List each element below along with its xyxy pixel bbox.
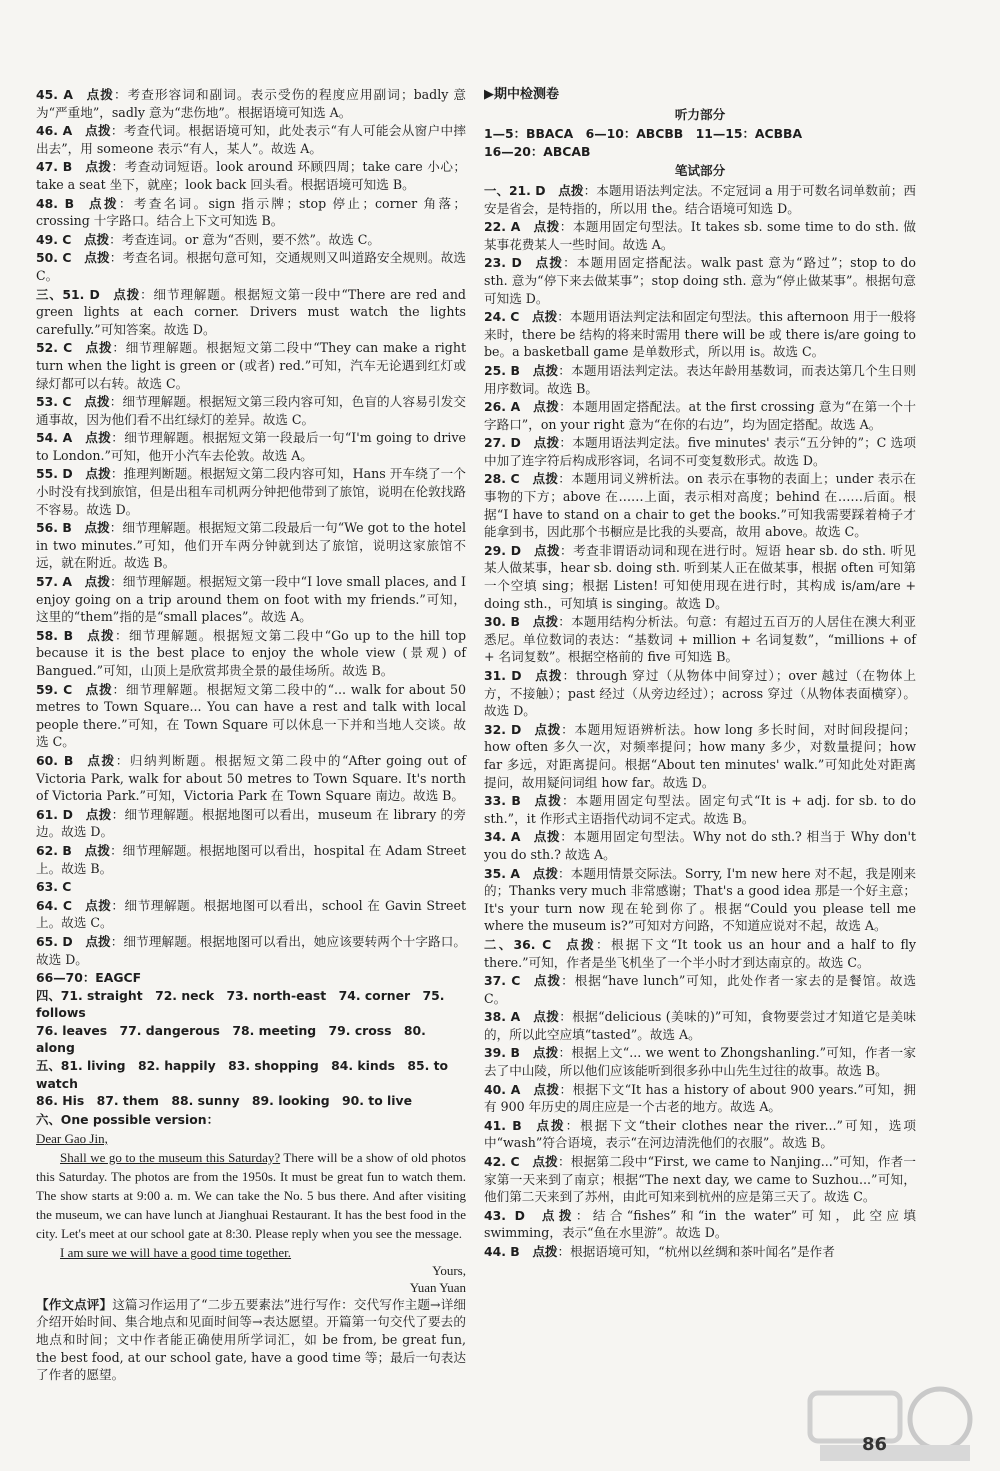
answer-entry: 35. A 点拨：本题用情景交际法。Sorry, I'm new here 对不起，我是刚来的；Thanks very much 非常感谢；That's a good idea 那是一个好主意；It's your turn now 现在轮到你了。根据“Could you please tell me where the museum is?”可知对方问路，不知道应说对不起，故选 A。 [484,865,917,934]
comment-text: 这篇习作运用了“二步五要素法”进行写作：交代写作主题→详细介绍开始时间、集合地点和见面时间等→表达愿望。开篇第一句交代了要去的地点和时间；文中作者能正确使用所学词汇，如 be from, be great fun, the best food, at our school gate, have a good time 等；最后一句表达了作者的愿望。 [36,1296,467,1383]
answer-entry: 26. A 点拨：本题用固定搭配法。at the first crossing 意为“在第一个十字路口”，on your right 意为“在你的右边”，均为固定搭配。故选 A。 [484,399,917,432]
essay-comment [36,1296,466,1384]
answer-number: 22. A [484,219,521,235]
answer-number: 47. B [36,159,73,175]
answer-explanation: 考查形容词和副词。表示受伤的程度应用副词；badly 意为“严重地”，sadly 意为“悲伤地”。根据语境可知选 A。 [36,87,467,120]
answer-explanation: 根据下文“their clothes near the river...”可知，选项中“wash”符合语境，表示“在河边清洗他们的衣服”。故选 B。 [484,1117,916,1151]
answer-number: 23. D [484,255,522,271]
answer-explanation: 细节理解题。根据地图可以看出，museum 在 library 的旁边。故选 D。 [36,806,467,840]
hint-label: 点拨 [532,362,559,378]
answer-explanation: 推理判断题。根据短文第二段内容可知，Hans 开车绕了一个小时没有找到旅馆，但是出租车司机两分钟把他带到了旅馆，说明在伦敦找路不容易。故选 D。 [36,466,467,517]
answer-explanation: 根据第二段中“First, we came to Nanjing...”可知，作者一家第一天来到了南京；根据“The next day, we came to Suzhou...”可知，他们第二天来到了苏州，由此可知来到杭州的应是第三天了。故选 C。 [484,1154,917,1205]
answer-entry: 38. A 点拨：根据“delicious (美味的)”可知，食物要尝过才知道它是美味的，所以此空应填“tasted”。故选 A。 [484,1009,917,1042]
hint-label: 点拨 [86,195,119,211]
answer-entry: 一、21. D 点拨：本题用语法判定法。不定冠词 a 用于可数名词单数前；西安是省会，是特指的，所以用 the。结合语境可知选 D。 [484,182,917,216]
triangle-icon: ▶ [484,87,494,102]
hint-label: 点拨 [85,752,116,768]
answer-entry: 28. C 点拨：本题用词义辨析法。on 表示在事物的表面上；under 表示在事物的下方；above 在……上面，表示相对高度；behind 在……后面。根据“I have to stand on a chair to get the books.”可知我需要踩着椅子才能拿到书，因此那个书橱应是比我的头要高，故用 above。故选 C。 [484,471,917,540]
answer-explanation: 考查动词短语。look around 环顾四周；take care 小心；take a seat 坐下，就座；look back 回头看。根据语境可知选 B。 [36,159,467,192]
answer-entry: 27. D 点拨：本题用语法判定法。five minutes' 表示“五分钟的”；C 选项中加了连字符后构成形容词，名词不可变复数形式。故选 D。 [484,435,916,468]
left-column [36,86,466,1385]
answer-explanation: 本题用结构分析法。句意：有超过五百万的人居住在澳大利亚悉尼。单位数词的表达：“基数词 + million + 名词复数”，“millions + of + 名词复数”。根据空格前的 five 可知选 B。 [484,614,917,665]
answer-entry: 34. A 点拨：本题用固定句型法。Why not do sth.? 相当于 Why don't you do sth.? 故选 A。 [484,829,916,862]
answer-number: 38. A [484,1009,521,1025]
answer-entry: 41. B 点拨：根据下文“their clothes near the river...”可知，选项中“wash”符合语境，表示“在河边清洗他们的衣服”。故选 B。 [484,1117,916,1151]
answer-entry: 二、36. C 点拨：根据下文“It took us an hour and a half to fly there.”可知，作者是坐飞机坐了一个半小时才到达南京的。故选 C。 [484,936,917,970]
hint-label: 点拨 [532,471,559,487]
answer-number: 54. A [36,430,73,446]
answer-explanation: 细节理解题。根据短文第二段中的“... walk for about 50 metres to Town Square... You can have a rest and talk with local people there.”可知，在 Town Square 可以休息一下并和当地人交谈。故选 C。 [36,681,467,750]
hint-label: 点拨 [84,340,113,356]
answer-entry: 48. B 点拨：考查名词。sign 指示牌；stop 停止；corner 角落；crossing 十字路口。结合上下文可知选 B。 [36,195,467,229]
hint-label: 点拨 [533,829,561,845]
hint-label: 点拨 [532,1009,560,1025]
hint-label: 点拨 [532,1081,560,1097]
answer-line: 四、71. straight 72. neck 73. north-east 74. corner 75. follows [36,987,445,1021]
answer-entry: 64. C 点拨：细节理解题。根据地图可以看出，school 在 Gavin Street 上。故选 C。 [36,897,467,931]
comment-label: 【作文点评】 [36,1296,113,1312]
answer-lines [36,969,466,1110]
answer-number: 60. B [36,752,74,768]
answer-number: 45. A [36,87,73,102]
answer-number: 50. C [36,250,72,266]
hint-label: 点拨 [532,865,558,881]
answer-entry [36,878,466,896]
answer-explanation: 考查非谓语动词和现在进行时。短语 hear sb. do sth. 听见某人做某事，hear sb. doing sth. 听到某人正在做某事，根据 often 可知第一个空填 sing；根据 Listen! 可知使用现在进行时，其构成 is/am/are + doing sth.，可知填 is singing。故选 D。 [484,542,917,611]
answer-entry: 62. B 点拨：细节理解题。根据地图可以看出，hospital 在 Adam Street 上。故选 B。 [36,842,467,876]
hint-label: 点拨 [85,87,114,102]
left-answer-list [36,86,466,968]
answer-explanation: 考查连词。or 意为“否则，要不然”。故选 C。 [121,231,380,247]
answer-entry: 39. B 点拨：根据上文“... we went to Zhongshanling.”可知，作者一家去了中山陵，所以他们应该能听到很多孙中山先生过往的故事。故选 B。 [484,1045,916,1079]
answer-line: 86. His 87. them 88. sunny 89. looking 90. to live [36,1093,413,1109]
answer-entry: 52. C 点拨：细节理解题。根据短文第二段中“They can make a right turn when the light is green or (或者) red.”可知，汽车无论遇到红灯或绿灯都可以右转。故选 C。 [36,340,467,391]
answer-number: 31. D [484,668,522,683]
hint-label: 点拨 [84,159,112,175]
writing-heading: 笔试部分 [674,163,726,179]
hint-label: 点拨 [534,1117,566,1133]
answer-entry: 37. C 点拨：根据“have lunch”可知，此处作者一家去的是餐馆。故选 C。 [484,973,917,1006]
answer-line: 66—70：EAGCF [36,970,142,986]
answer-number: 48. B [36,195,75,211]
answer-number: 42. C [484,1154,520,1170]
essay-paragraph-1 [36,1148,466,1243]
answer-number: 53. C [36,394,72,410]
hint-label: 点拨 [85,933,111,949]
answer-entry: 46. A 点拨：考查代词。根据语境可知，此处表示“有人可能会从窗户中摔出去”，用 someone 表示“有人，某人”。故选 A。 [36,123,467,156]
hint-label: 点拨 [532,1045,559,1061]
answer-number: 35. A [484,865,520,881]
hint-label: 点拨 [84,897,112,913]
answer-line: 五、81. living 82. happily 83. shopping 84. kinds 85. to watch [36,1058,449,1091]
hint-label: 点拨 [532,219,560,235]
answer-number: 27. D [484,435,521,451]
essay-signature: Yuan Yuan [409,1279,466,1295]
answer-number: 65. D [36,933,73,949]
hint-label: 点拨 [533,435,560,451]
answer-explanation: 细节理解题。根据短文第二段最后一句“We got to the hotel in two minutes.”可知，他们开车两分钟就到达了旅馆，说明这家旅馆不远，就在附近。故选 B。 [36,520,467,571]
essay-salutation: Dear Gao Jin, [36,1130,108,1146]
answer-explanation: 根据语境可知，“杭州以丝绸和茶叶闻名”是作者 [570,1244,835,1259]
hint-label: 点拨 [84,394,110,410]
answer-number: 57. A [36,574,72,590]
answer-number: 29. D [484,542,521,558]
answer-explanation: 本题用语法判定法。表达年龄用基数词，而表达第几个生日则用序数词。故选 B。 [484,362,917,396]
answer-number: 28. C [484,471,520,487]
answer-entry: 57. A 点拨：细节理解题。根据短文第一段中“I love small places, and I enjoy going on a trip around them on foot with my friends.”可知，这里的“them”指的是“small places”。故选 A。 [36,574,467,625]
essay-closing: Yours, [432,1262,466,1278]
answer-number: 34. A [484,829,521,845]
answer-entry: 54. A 点拨：细节理解题。根据短文第一段最后一句“I'm going to drive to London.”可知，他开小汽车去伦敦。故选 A。 [36,430,467,463]
answer-entry: 50. C 点拨：考查名词。根据句意可知，交通规则又叫道路安全规则。故选 C。 [36,250,467,283]
answer-entry: 23. D 点拨：本题用固定搭配法。walk past 意为“路过”；stop to do sth. 意为“停下来去做某事”；stop doing sth. 意为“停止做某事”。根据句意可知选 D。 [484,255,917,306]
answer-entry: 60. B 点拨：归纳判断题。根据短文第二段中的“After going out of Victoria Park, walk for about 50 metres to Town Square. It's north of Victoria Park.”可知，Victoria Park 在 Town Square 南边。故选 B。 [36,752,467,804]
answer-number: 一、21. D [484,182,546,198]
hint-label: 点拨 [537,1207,576,1223]
answer-explanation: 本题用固定搭配法。at the first crossing 意为“在第一个十字路口”，on your right 意为“在你的右边”，均为固定搭配。故选 A。 [484,399,917,432]
answer-number: 25. B [484,362,520,378]
answer-entry: 59. C 点拨：细节理解题。根据短文第二段中的“... walk for about 50 metres to Town Square... You can have a rest and talk with local people there.”可知，在 Town Square 可以休息一下并和当地人交谈。故选 C。 [36,681,467,750]
answer-entry: 33. B 点拨：本题用固定句型法。固定句式“It is + adj. for sb. to do sth.”，it 作形式主语指代动词不定式。故选 B。 [484,793,916,826]
answer-explanation: 细节理解题。根据地图可以看出，她应该要转两个十字路口。故选 D。 [36,933,467,967]
hint-label: 点拨 [534,255,564,271]
answer-entry: 29. D 点拨：考查非谓语动词和现在进行时。短语 hear sb. do sth. 听见某人做某事，hear sb. doing sth. 听到某人正在做某事，根据 often 可知第一个空填 sing；根据 Listen! 可知使用现在进行时，其构成 is/am/are + doing sth.，可知填 is singing。故选 D。 [484,542,917,611]
answer-number: 52. C [36,340,73,356]
answer-number: 37. C [484,973,521,989]
hint-label: 点拨 [558,182,584,198]
answer-explanation: 本题用情景交际法。Sorry, I'm new here 对不起，我是刚来的；Thanks very much 非常感谢；That's a good idea 那是一个好主意；It's your turn now 现在轮到你了。根据“Could you please tell me where the museum is?”可知对方问路，不知道应说对不起，故选 A。 [484,865,917,934]
answer-explanation: 细节理解题。根据地图可以看出，hospital 在 Adam Street 上。故选 B。 [36,842,467,876]
answer-entry: 53. C 点拨：细节理解题。根据短文第三段内容可知，色盲的人容易引发交通事故，因为他们看不出红绿灯的差异。故选 C。 [36,394,467,427]
answer-entry: 42. C 点拨：根据第二段中“First, we came to Nanjing...”可知，作者一家第一天来到了南京；根据“The next day, we came to Suzhou...”可知，他们第二天来到了苏州，由此可知来到杭州的应是第三天了。故选 C。 [484,1154,917,1205]
answer-entry: 47. B 点拨：考查动词短语。look around 环顾四周；take care 小心；take a seat 坐下，就座；look back 回头看。根据语境可知选 B。 [36,159,467,192]
answer-entry: 32. D 点拨：本题用短语辨析法。how long 多长时间，对时间段提问；how often 多久一次，对频率提问；how many 多少，对数量提问；how far 多远，对距离提问。根据“About ten minutes' walk.”可知此处对距离提问，故用疑问词组 how far。故选 D。 [484,721,917,790]
answer-entry: 44. B 点拨：根据语境可知，“杭州以丝绸和茶叶闻名”是作者 [484,1244,835,1259]
answer-number: 39. B [484,1045,520,1061]
listening-line-2: 16—20：ABCAB [484,143,591,159]
hint-label: 点拨 [112,286,141,302]
answer-line: 76. leaves 77. dangerous 78. meeting 79. cross 80. along [36,1022,426,1056]
answer-explanation: 考查代词。根据语境可知，此处表示“有人可能会从窗户中摔出去”，用 someone 表示“有人，某人”。故选 A。 [36,123,467,156]
hint-label: 点拨 [83,231,110,247]
answer-number: 55. D [36,466,73,482]
hint-label: 点拨 [84,430,112,446]
answer-entry: 61. D 点拨：细节理解题。根据地图可以看出，museum 在 library 的旁边。故选 D。 [36,806,467,840]
answer-number: 46. A [36,123,73,139]
answer-entry: 31. D 点拨：through 穿过（从物体中间穿过）；over 越过（在物体上方，不接触）；past 经过（从旁边经过）；across 穿过（从物体表面横穿）。故选 D。 [484,668,917,719]
essay-section [36,1110,466,1262]
answer-number: 33. B [484,793,521,809]
answer-number: 30. B [484,614,520,630]
hint-label: 点拨 [532,399,560,415]
hint-label: 点拨 [531,309,558,325]
answer-explanation: 本题用固定句型法。It takes sb. some time to do sth. 做某事花费某人一些时间。故选 A。 [484,219,917,252]
hint-label: 点拨 [563,936,597,952]
page-number: 86 [862,1434,888,1455]
answer-explanation: 细节理解题。根据短文第三段内容可知，色盲的人容易引发交通事故，因为他们看不出红绿灯的差异。故选 C。 [36,394,467,427]
answer-explanation: 本题用固定搭配法。walk past 意为“路过”；stop to do sth. 意为“停下来去做某事”；stop doing sth. 意为“停止做某事”。根据句意可知选 D。 [484,255,917,306]
answer-explanation: 根据下文“It has a history of about 900 years.”可知，拥有 900 年历史的周庄应是一个古老的地方。故选 A。 [484,1081,917,1115]
answer-entry: 22. A 点拨：本题用固定句型法。It takes sb. some time to do sth. 做某事花费某人一些时间。故选 A。 [484,219,917,252]
hint-label: 点拨 [85,466,111,482]
hint-label: 点拨 [84,250,110,266]
answer-entry: 24. C 点拨：本题用语法判定法和固定句型法。this afternoon 用于一般将来时，there be 结构的将来时需用 there will be 或 there is/are going to be。a basketball game 是单数形式，所以用 is。故选 C。 [484,309,917,360]
answer-explanation: 细节理解题。根据短文第一段中“There are red and green lights at each corner. Drivers must watch the lights carefully.”可知答案。故选 D。 [36,286,466,337]
hint-label: 点拨 [85,806,112,822]
right-answer-list [484,182,916,1261]
hint-label: 点拨 [533,721,562,737]
answer-explanation: 考查名词。sign 指示牌；stop 停止；corner 角落；crossing 十字路口。结合上下文可知选 B。 [36,195,467,229]
hint-label: 点拨 [532,1154,558,1170]
answer-entry: 三、51. D 点拨：细节理解题。根据短文第一段中“There are red and green lights at each corner. Drivers must watch the lights carefully.”可知答案。故选 D。 [36,286,466,337]
answer-explanation: 细节理解题。根据短文第一段中“I love small places, and I enjoy going on a trip around them on foot with my friends.”可知，这里的“them”指的是“small places”。故选 A。 [36,574,467,625]
answer-number: 62. B [36,842,72,858]
answer-number: 43. D [484,1207,525,1223]
answer-number: 24. C [484,309,520,325]
answer-number: 26. A [484,399,521,415]
answer-number: 58. B [36,627,74,643]
answer-number: 49. C [36,231,72,247]
hint-label: 点拨 [532,1244,558,1259]
hint-label: 点拨 [84,842,111,858]
answer-entry: 56. B 点拨：细节理解题。根据短文第二段最后一句“We got to the hotel in two minutes.”可知，他们开车两分钟就到达了旅馆，说明这家旅馆不远，就在附近。故选 B。 [36,520,467,571]
answer-number: 二、36. C [484,936,552,952]
answer-entry: 43. D 点拨：结合“fishes”和“in the water”可知，此空应填 swimming，表示“鱼在水里游”。故选 D。 [484,1207,916,1241]
answer-explanation: 细节理解题。根据短文第一段最后一句“I'm going to drive to London.”可知，他开小汽车去伦敦。故选 A。 [36,430,467,463]
section-title: ▶期中检测卷 [484,87,560,102]
hint-label: 点拨 [84,520,110,536]
hint-label: 点拨 [533,542,561,558]
answer-entry: 30. B 点拨：本题用结构分析法。句意：有超过五百万的人居住在澳大利亚悉尼。单位数词的表达：“基数词 + million + 名词复数”，“millions + of + 名词复数”。根据空格前的 five 可知选 B。 [484,614,917,665]
answer-explanation: 归纳判断题。根据短文第二段中的“After going out of Victoria Park, walk for about 50 metres to Town Square. It's north of Victoria Park.”可知，Victoria Park 在 Town Square 南边。故选 B。 [36,752,467,804]
answer-number: 三、51. D [36,286,100,302]
hint-label: 点拨 [84,574,111,590]
answer-number: 41. B [484,1117,522,1133]
answer-number: 64. C [36,897,72,913]
answer-explanation: through 穿过（从物体中间穿过）；over 越过（在物体上方，不接触）；past 经过（从旁边经过）；across 穿过（从物体表面横穿）。故选 D。 [484,668,917,719]
essay-last-sentence: I am sure we will have a good time together. [60,1244,292,1260]
right-column [484,86,916,1262]
hint-label: 点拨 [533,793,562,809]
answer-number: 40. A [484,1081,521,1097]
answer-explanation: 本题用固定句型法。固定句式“It is + adj. for sb. to do sth.”，it 作形式主语指代动词不定式。故选 B。 [484,793,916,826]
answer-explanation: 根据“have lunch”可知，此处作者一家去的是餐馆。故选 C。 [484,973,917,1006]
answer-explanation: 细节理解题。根据短文第二段中“Go up to the hill top because it is the best place to enjoy the whole view (景观) of Bangued.”可知，山顶上是欣赏邦贵全景的最佳场所。故选 B。 [36,627,467,678]
answer-entry: 65. D 点拨：细节理解题。根据地图可以看出，她应该要转两个十字路口。故选 D。 [36,933,467,967]
answer-number: 56. B [36,520,72,536]
hint-label: 点拨 [84,681,113,697]
hint-label: 点拨 [84,123,111,139]
answer-explanation: 本题用语法判定法和固定句型法。this afternoon 用于一般将来时，there be 结构的将来时需用 there will be 或 there is/are going to be。a basketball game 是单数形式，所以用 is。故选 C。 [484,309,917,360]
answer-explanation: 本题用语法判定法。five minutes' 表示“五分钟的”；C 选项中加了连字符后构成形容词，名词不可变复数形式。故选 D。 [484,435,916,468]
answer-number: 44. B [484,1244,520,1259]
answer-entry: 58. B 点拨：细节理解题。根据短文第二段中“Go up to the hill top because it is the best place to enjoy the whole view (景观) of Bangued.”可知，山顶上是欣赏邦贵全景的最佳场所。故选 B。 [36,627,467,678]
answer-explanation: 根据“delicious (美味的)”可知，食物要尝过才知道它是美味的，所以此空应填“tasted”。故选 A。 [484,1009,917,1042]
answer-explanation: 本题用语法判定法。不定冠词 a 用于可数名词单数前；西安是省会，是特指的，所以用 the。结合语境可知选 D。 [484,182,917,216]
answer-explanation: 结合“fishes”和“in the water”可知，此空应填 swimming，表示“鱼在水里游”。故选 D。 [484,1207,916,1241]
hint-label: 点拨 [532,614,559,630]
answer-explanation: 本题用词义辨析法。on 表示在事物的表面上；under 表示在事物的下方；above 在……上面，表示相对高度；behind 在……后面。根据“I have to stand on a chair to get the books.”可知我需要踩着椅子才能拿到书，因此那个书橱应是比我的头要高，故用 above。故选 C。 [484,471,917,540]
hint-label: 点拨 [534,668,563,683]
answer-number: 63. C [36,879,72,895]
answer-explanation: 细节理解题。根据短文第二段中“They can make a right turn when the light is green or (或者) red.”可知，汽车无论遇到红灯或绿灯都可以右转。故选 C。 [36,340,467,391]
answer-number: 32. D [484,721,522,737]
hint-label: 点拨 [85,627,116,643]
answer-number: 61. D [36,806,73,822]
answer-explanation: 根据下文“It took us an hour and a half to fly there.”可知，作者是坐飞机坐了一个半小时才到达南京的。故选 C。 [484,936,917,970]
answer-entry: 25. B 点拨：本题用语法判定法。表达年龄用基数词，而表达第几个生日则用序数词。故选 B。 [484,362,917,396]
answer-explanation: 细节理解题。根据地图可以看出，school 在 Gavin Street 上。故选 C。 [36,897,467,931]
answer-entry: 40. A 点拨：根据下文“It has a history of about 900 years.”可知，拥有 900 年历史的周庄应是一个古老的地方。故选 A。 [484,1081,917,1115]
essay-body: There will be a show of old photos this Saturday. The photos are from the 1950s. It must be great fun to watch them. The show starts at 9:00 a. m. We can take the No. 5 bus there. And after visiting the museum, we can have lunch at Jianghuai Restaurant. It has the best food in the city. Let's meet at our school gate at 8:30. Please reply when you see the message. [36,1149,466,1241]
answer-explanation: 本题用短语辨析法。how long 多长时间，对时间段提问；how often 多久一次，对频率提问；how many 多少，对数量提问；how far 多远，对距离提问。根据“About ten minutes' walk.”可知此处对距离提问，故用疑问词组 how far。故选 D。 [484,721,917,790]
essay-paragraph-2 [36,1243,466,1262]
answer-explanation: 本题用固定句型法。Why not do sth.? 相当于 Why don't you do sth.? 故选 A。 [484,829,916,862]
essay-first-sentence: Shall we go to the museum this Saturday? [60,1149,281,1165]
hint-label: 点拨 [532,973,562,989]
answer-entry: 55. D 点拨：推理判断题。根据短文第二段内容可知，Hans 开车绕了一个小时没有找到旅馆，但是出租车司机两分钟把他带到了旅馆，说明在伦敦找路不容易。故选 D。 [36,466,467,517]
answer-number: 59. C [36,681,73,697]
listening-line-1: 1—5：BBACA 6—10：ABCBB 11—15：ACBBA [484,126,803,142]
answer-entry: 45. A 点拨：考查形容词和副词。表示受伤的程度应用副词；badly 意为“严重地”，sadly 意为“悲伤地”。根据语境可知选 A。 [36,87,467,120]
essay-heading: 六、One possible version： [36,1111,220,1127]
answer-explanation: 根据上文“... we went to Zhongshanling.”可知，作者一家去了中山陵，所以他们应该能听到很多孙中山先生过往的故事。故选 B。 [484,1045,916,1079]
listening-heading: 听力部分 [674,106,726,122]
answer-explanation: 考查名词。根据句意可知，交通规则又叫道路安全规则。故选 C。 [36,250,467,283]
answer-entry: 49. C 点拨：考查连词。or 意为“否则，要不然”。故选 C。 [36,231,380,247]
